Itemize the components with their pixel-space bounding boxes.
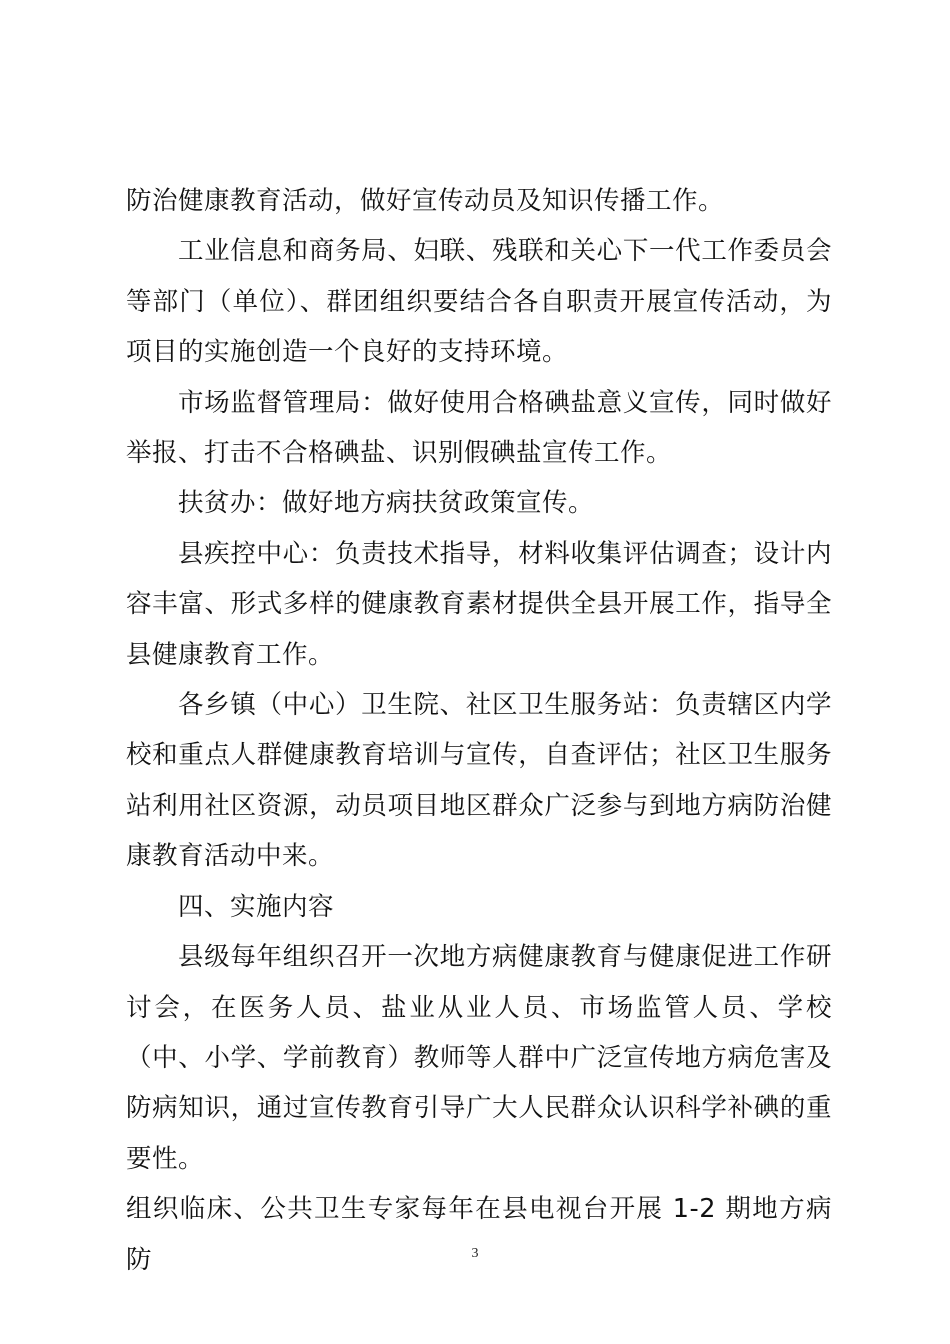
paragraph-industry-bureau: 工业信息和商务局、妇联、残联和关心下一代工作委员会等部门（单位）、群团组织要结合各自职责开展宣传活动，为项目的实施创造一个良好的支持环境。 [126,236,832,368]
document-body [126,176,832,1285]
paragraph-health-centers: 各乡镇（中心）卫生院、社区卫生服务站：负责辖区内学校和重点人群健康教育培训与宣传，自查评估；社区卫生服务站利用社区资源，动员项目地区群众广泛参与到地方病防治健康教育活动中来。 [126,690,832,872]
section-heading-implementation: 四、实施内容 [178,891,335,922]
page-number: 3 [471,1246,479,1261]
paragraph-market-supervision: 市场监督管理局：做好使用合格碘盐意义宣传，同时做好举报、打击不合格碘盐、识别假碘盐宣传工作。 [126,387,832,469]
paragraph-cdc: 县疾控中心：负责技术指导，材料收集评估调查；设计内容丰富、形式多样的健康教育素材提供全县开展工作，指导全县健康教育工作。 [126,538,832,670]
paragraph-continuation: 防治健康教育活动，做好宣传动员及知识传播工作。 [126,186,725,216]
paragraph-county-seminar: 县级每年组织召开一次地方病健康教育与健康促进工作研讨会，在医务人员、盐业从业人员、市场监管人员、学校（中、小学、学前教育）教师等人群中广泛宣传地方病危害及防病知识，通过宣传教育引导广大人民群众认识科学补碘的重要性。 [126,942,832,1174]
paragraph-poverty-office: 扶贫办：做好地方病扶贫政策宣传。 [178,488,595,519]
paragraph-expert-tv: 组织临床、公共卫生专家每年在县电视台开展 1-2 期地方病防 [126,1194,832,1275]
